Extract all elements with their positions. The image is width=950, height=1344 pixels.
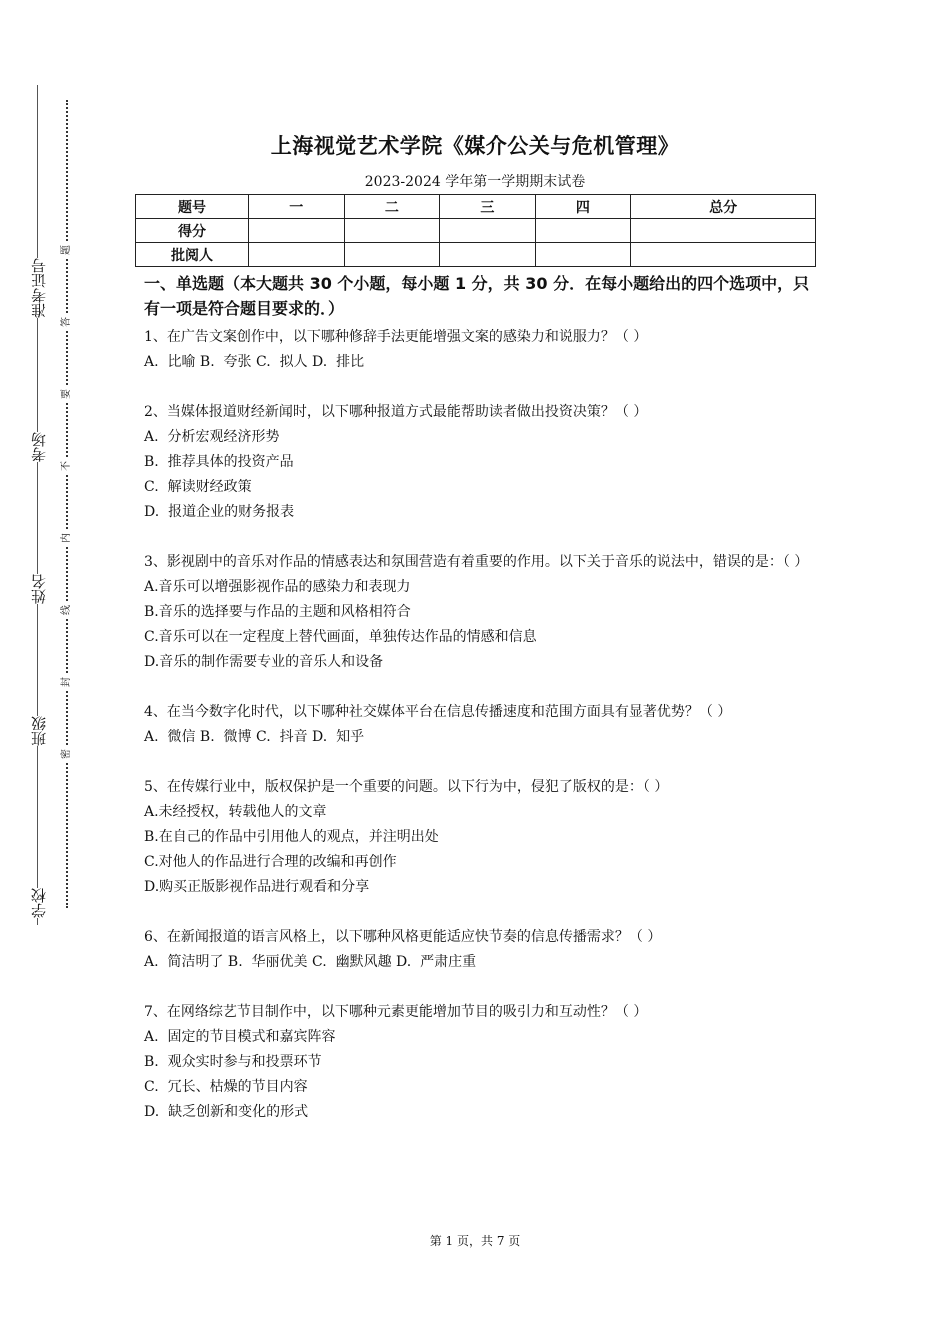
question-text: 1、在广告文案创作中，以下哪种修辞手法更能增强文案的感染力和说服力？（ ） (144, 329, 648, 345)
column-header: 一 (249, 195, 345, 219)
option-line: D.购买正版影视作品进行观看和分享 (144, 879, 370, 895)
column-header: 三 (440, 195, 536, 219)
option-line: C.音乐可以在一定程度上替代画面，单独传达作品的情感和信息 (144, 629, 537, 645)
option-line: D. 缺乏创新和变化的形式 (144, 1104, 309, 1120)
question (144, 325, 814, 375)
binding-line (37, 85, 38, 925)
option-line: C.对他人的作品进行合理的改编和再创作 (144, 854, 397, 870)
option-line: D. 报道企业的财务报表 (144, 504, 295, 520)
grader-cell (631, 243, 816, 267)
question (144, 550, 814, 675)
grader-cell (344, 243, 440, 267)
row-header: 批阅人 (136, 243, 249, 267)
score-cell (249, 219, 345, 243)
seal-char: 密 (61, 746, 73, 762)
exam-content (144, 271, 814, 1125)
option-line: B.在自己的作品中引用他人的观点，并注明出处 (144, 829, 439, 845)
seal-dotted-line (66, 100, 68, 908)
column-header: 二 (344, 195, 440, 219)
grader-cell (535, 243, 631, 267)
seal-char: 答 (61, 314, 73, 330)
question-text: 5、在传媒行业中，版权保护是一个重要的问题。以下行为中，侵犯了版权的是：（ ） (144, 779, 669, 795)
score-row (136, 219, 816, 243)
option-line: B. 观众实时参与和投票环节 (144, 1054, 322, 1070)
exam-subtitle: 2023-2024 学年第一学期期末试卷 (364, 174, 586, 190)
question (144, 775, 814, 900)
score-cell (344, 219, 440, 243)
score-cell (440, 219, 536, 243)
exam-number-label: 准考证号 (30, 258, 48, 318)
option-line: A.音乐可以增强影视作品的感染力和表现力 (144, 579, 411, 595)
seal-char: 要 (61, 386, 73, 402)
option-line: A. 微信 B. 微博 C. 抖音 D. 知乎 (144, 729, 365, 745)
score-cell (535, 219, 631, 243)
seal-char: 不 (61, 458, 73, 474)
option-line: B. 推荐具体的投资产品 (144, 454, 294, 470)
option-line: C. 冗长、枯燥的节目内容 (144, 1079, 308, 1095)
seal-char: 题 (61, 242, 73, 258)
seal-char: 封 (61, 674, 73, 690)
question (144, 925, 814, 975)
row-header: 得分 (136, 219, 249, 243)
option-line: B.音乐的选择要与作品的主题和风格相符合 (144, 604, 411, 620)
question (144, 1000, 814, 1125)
page-number: 第 1 页，共 7 页 (429, 1234, 521, 1248)
grader-row (136, 243, 816, 267)
question-text: 7、在网络综艺节目制作中，以下哪种元素更能增加节目的吸引力和互动性？（ ） (144, 1004, 648, 1020)
option-line: A. 固定的节目模式和嘉宾阵容 (144, 1029, 336, 1045)
section-title: 一、单选题（本大题共 30 个小题，每小题 1 分，共 30 分．在每小题给出的四个选项中，只有一项是符合题目要求的．） (144, 274, 810, 318)
column-header: 题号 (136, 195, 249, 219)
school-label: 学校 (30, 888, 48, 918)
grader-cell (440, 243, 536, 267)
seal-char: 内 (61, 530, 73, 546)
exam-room-label: 考场 (30, 432, 48, 462)
option-line: C. 解读财经政策 (144, 479, 252, 495)
question (144, 700, 814, 750)
option-line: A. 分析宏观经济形势 (144, 429, 280, 445)
option-line: A.未经授权，转载他人的文章 (144, 804, 327, 820)
class-label: 班级 (30, 716, 48, 746)
score-table (135, 194, 816, 267)
question-text: 4、在当今数字化时代，以下哪种社交媒体平台在信息传播速度和范围方面具有显著优势？（ ） (144, 704, 732, 720)
option-line: A. 简洁明了 B. 华丽优美 C. 幽默风趣 D. 严肃庄重 (144, 954, 477, 970)
option-line: A. 比喻 B. 夸张 C. 拟人 D. 排比 (144, 354, 365, 370)
seal-char: 线 (61, 602, 73, 618)
question-text: 2、当媒体报道财经新闻时，以下哪种报道方式最能帮助读者做出投资决策？（ ） (144, 404, 648, 420)
score-table-header-row (136, 195, 816, 219)
exam-title: 上海视觉艺术学院《媒介公关与危机管理》 (270, 134, 680, 158)
column-header: 四 (535, 195, 631, 219)
question-text: 3、影视剧中的音乐对作品的情感表达和氛围营造有着重要的作用。以下关于音乐的说法中，错误的是：（ ） (144, 554, 809, 570)
column-header: 总分 (631, 195, 816, 219)
grader-cell (249, 243, 345, 267)
question-text: 6、在新闻报道的语言风格上，以下哪种风格更能适应快节奏的信息传播需求？（ ） (144, 929, 662, 945)
name-label: 姓名 (30, 574, 48, 604)
option-line: D.音乐的制作需要专业的音乐人和设备 (144, 654, 384, 670)
score-cell (631, 219, 816, 243)
question (144, 400, 814, 525)
